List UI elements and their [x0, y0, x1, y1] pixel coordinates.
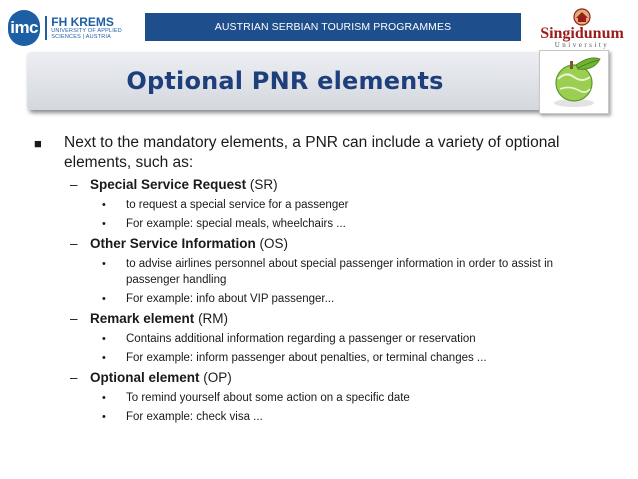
- singidunum-seal-icon: [571, 8, 593, 26]
- title-image: [539, 50, 609, 114]
- globe-leaf-icon: [540, 51, 608, 113]
- section-bullet: [34, 197, 614, 213]
- dash-bullet-icon: –: [70, 311, 78, 326]
- section-bullet: [34, 331, 614, 347]
- dash-bullet-icon: –: [70, 370, 78, 385]
- slide-title: Optional PNR elements: [126, 67, 444, 95]
- section-name: Optional element: [90, 370, 200, 385]
- imc-logo-mark: imc: [8, 10, 40, 46]
- section-code: (OP): [199, 370, 232, 385]
- bullet-text: For example: check visa ...: [126, 411, 263, 423]
- dot-bullet-icon: •: [102, 218, 106, 230]
- dot-bullet-icon: •: [102, 392, 106, 404]
- bullet-text: to advise airlines personnel about special passenger information in order to assist in passenger handling: [126, 258, 554, 286]
- section-code: (RM): [194, 311, 229, 326]
- section-bullet: [34, 256, 614, 288]
- section-name: Remark element: [90, 311, 195, 326]
- section-bullet: [34, 291, 614, 307]
- dot-bullet-icon: •: [102, 293, 106, 305]
- dot-bullet-icon: •: [102, 411, 106, 423]
- bullet-text: For example: special meals, wheelchairs ...: [126, 218, 346, 230]
- intro-bullet: [34, 133, 614, 173]
- bullet-text: For example: info about VIP passenger...: [126, 293, 335, 305]
- singidunum-name: Singidunum: [540, 25, 624, 42]
- fh-krems-title: FH KREMS: [51, 15, 114, 29]
- dot-bullet-icon: •: [102, 199, 106, 211]
- section-code: (SR): [246, 177, 278, 192]
- dash-bullet-icon: –: [70, 177, 78, 192]
- title-bar: [27, 52, 543, 110]
- singidunum-sub: University: [554, 41, 610, 49]
- section-bullet: [34, 409, 614, 425]
- section-bullet: [34, 350, 614, 366]
- section-code: (OS): [255, 236, 289, 251]
- section-name: Special Service Request: [90, 177, 247, 192]
- section-heading: [34, 310, 614, 328]
- section-name: Other Service Information: [90, 236, 256, 251]
- fh-krems-logo: [8, 10, 140, 46]
- fh-krems-subtitle: UNIVERSITY OF APPLIED SCIENCES | AUSTRIA: [51, 28, 122, 40]
- dot-bullet-icon: •: [102, 352, 106, 364]
- programme-banner: AUSTRIAN SERBIAN TOURISM PROGRAMMES: [145, 13, 521, 41]
- fh-krems-text: [45, 16, 140, 40]
- section-bullet: [34, 216, 614, 232]
- singidunum-logo: [530, 8, 634, 48]
- section-heading: [34, 369, 614, 387]
- dot-bullet-icon: •: [102, 258, 106, 270]
- dash-bullet-icon: –: [70, 236, 78, 251]
- section-heading: [34, 235, 614, 253]
- bullet-text: Contains additional information regarding a passenger or reservation: [126, 333, 476, 345]
- intro-text: Next to the mandatory elements, a PNR can include a variety of optional elements, such as:: [64, 134, 560, 171]
- bullet-text: to request a special service for a passenger: [126, 199, 349, 211]
- bullet-text: For example: inform passenger about penalties, or terminal changes ...: [126, 352, 487, 364]
- slide-content: [34, 133, 614, 425]
- section-bullet: [34, 390, 614, 406]
- dot-bullet-icon: •: [102, 333, 106, 345]
- section-heading: [34, 176, 614, 194]
- square-bullet-icon: ■: [34, 136, 42, 151]
- bullet-text: To remind yourself about some action on a specific date: [126, 392, 410, 404]
